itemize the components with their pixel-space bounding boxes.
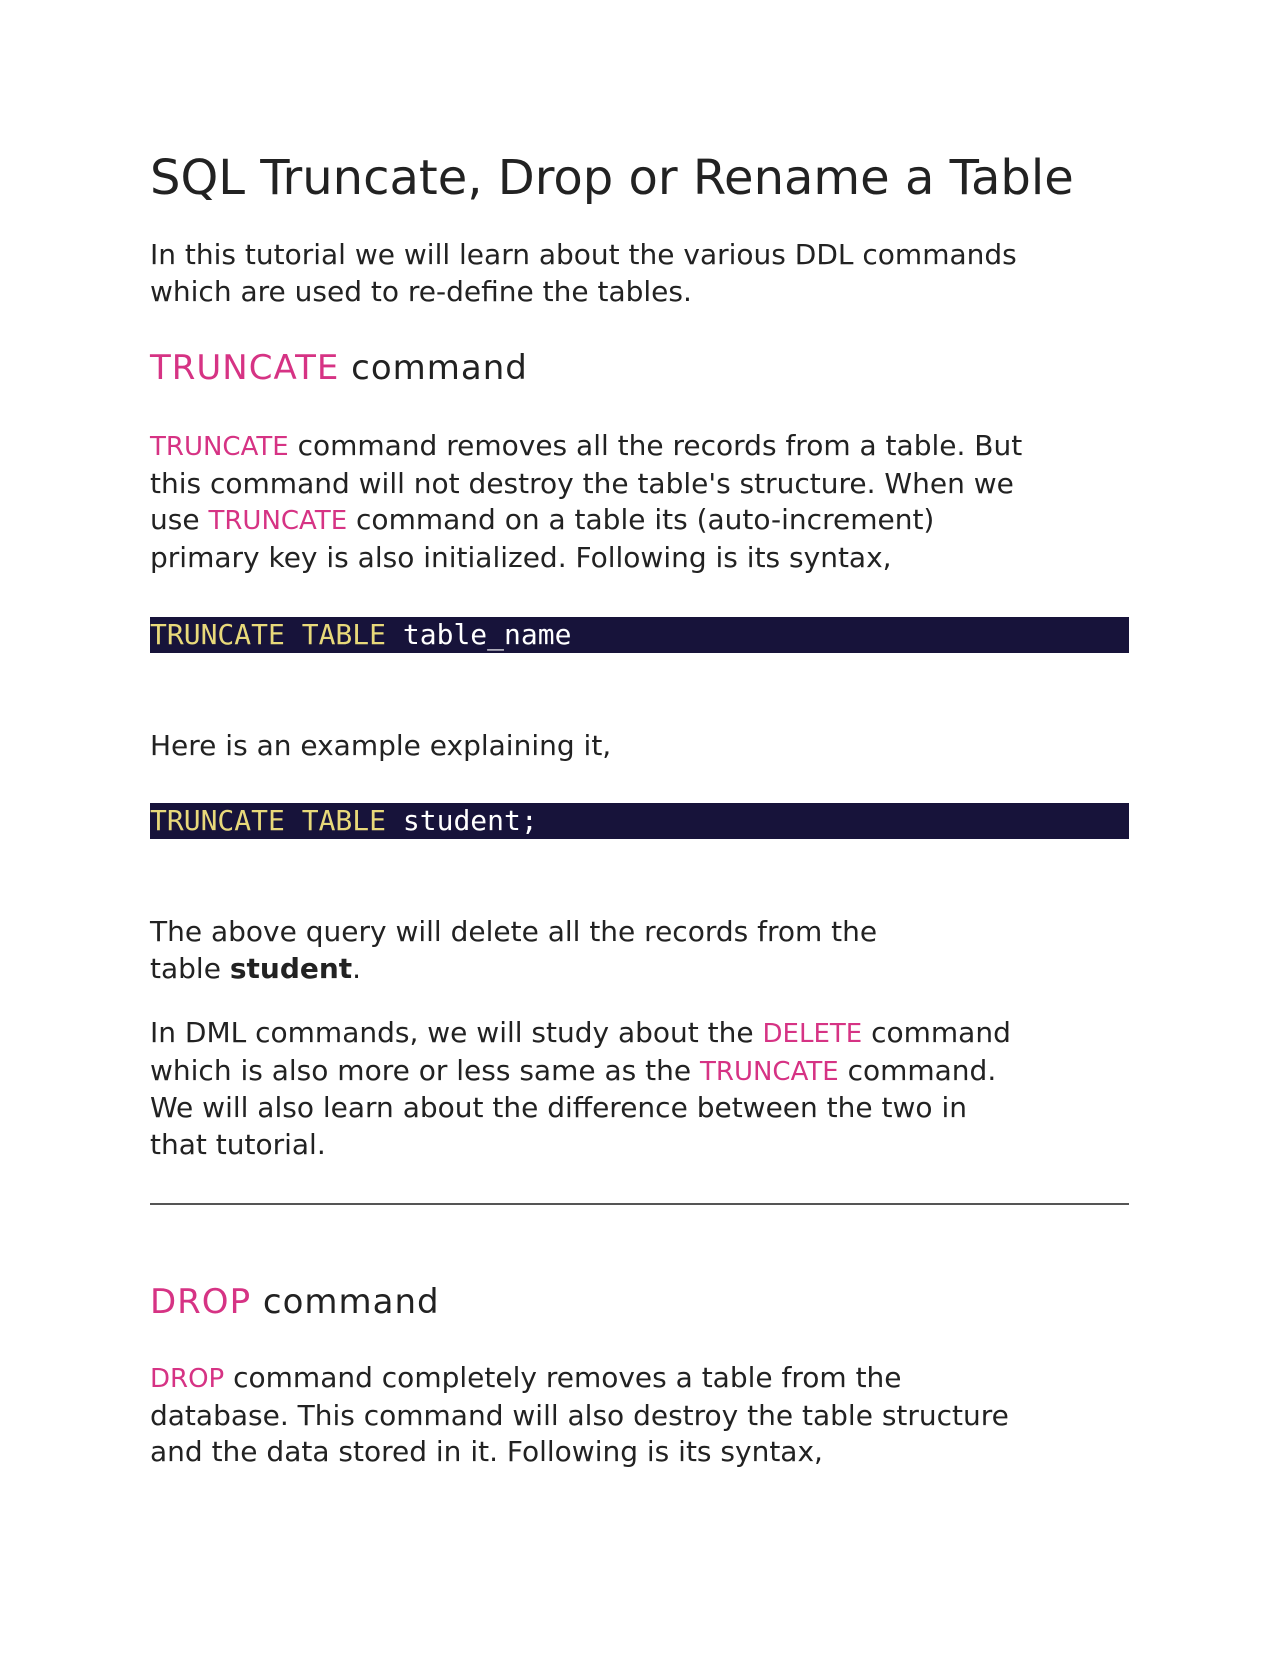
delete-keyword: DELETE xyxy=(762,1019,863,1049)
truncate-example-code-block xyxy=(150,803,1129,839)
drop-desc-line-2: database. This command will also destroy the table structure xyxy=(150,1398,1009,1432)
section-divider xyxy=(150,1203,1129,1205)
intro-line-2: which are used to re-define the tables. xyxy=(150,274,692,308)
dml-paragraph xyxy=(150,1015,1129,1163)
dml-line-2-pre: which is also more or less same as the xyxy=(150,1053,700,1087)
dml-line-3: We will also learn about the difference between the two in xyxy=(150,1091,967,1124)
drop-desc-line-1: command completely removes a table from the xyxy=(224,1361,902,1394)
truncate-heading-text: command xyxy=(339,348,528,388)
truncate-description xyxy=(150,428,1129,576)
drop-keyword: DROP xyxy=(150,1364,225,1394)
code-text: table_name xyxy=(386,618,572,651)
truncate-keyword: TRUNCATE xyxy=(208,506,348,536)
intro-line-1: In this tutorial we will learn about the various DDL commands xyxy=(150,238,1017,271)
code-keyword: TRUNCATE TABLE xyxy=(150,618,387,651)
truncate-desc-line-3: command on a table its (auto-increment) xyxy=(347,503,935,536)
example-explanation xyxy=(150,914,1129,987)
code-keyword: TRUNCATE TABLE xyxy=(150,804,387,837)
example-explanation-line-1: The above query will delete all the records from the xyxy=(150,915,878,948)
dml-line-1-post: command xyxy=(862,1016,1011,1049)
truncate-desc-line-1: command removes all the records from a table. But xyxy=(288,429,1023,462)
drop-heading xyxy=(150,1280,440,1324)
drop-heading-keyword: DROP xyxy=(150,1282,252,1322)
table-name-bold: student xyxy=(229,951,353,985)
truncate-syntax-code-block xyxy=(150,617,1129,653)
dml-line-4: that tutorial. xyxy=(150,1127,326,1161)
example-explanation-line-2-pre: table xyxy=(150,951,230,985)
example-intro: Here is an example explaining it, xyxy=(150,729,612,762)
truncate-desc-line-4: primary key is also initialized. Following is its syntax, xyxy=(150,540,892,574)
dml-line-2-post: command. xyxy=(838,1053,997,1087)
code-text: student; xyxy=(386,804,538,837)
truncate-desc-line-3-pre: use xyxy=(150,503,209,536)
truncate-heading xyxy=(150,346,528,390)
intro-paragraph xyxy=(150,237,1129,310)
truncate-desc-line-2: this command will not destroy the table's structure. When we xyxy=(150,466,1014,500)
drop-desc-line-3: and the data stored in it. Following is its syntax, xyxy=(150,1435,823,1468)
truncate-heading-keyword: TRUNCATE xyxy=(150,348,340,388)
drop-description xyxy=(150,1360,1129,1471)
example-explanation-line-2-post: . xyxy=(352,951,362,985)
drop-heading-text: command xyxy=(251,1282,440,1322)
page-title: SQL Truncate, Drop or Rename a Table xyxy=(150,150,1074,206)
dml-line-1-pre: In DML commands, we will study about the xyxy=(150,1016,763,1049)
truncate-keyword: TRUNCATE xyxy=(700,1056,839,1087)
truncate-keyword: TRUNCATE xyxy=(150,432,289,462)
